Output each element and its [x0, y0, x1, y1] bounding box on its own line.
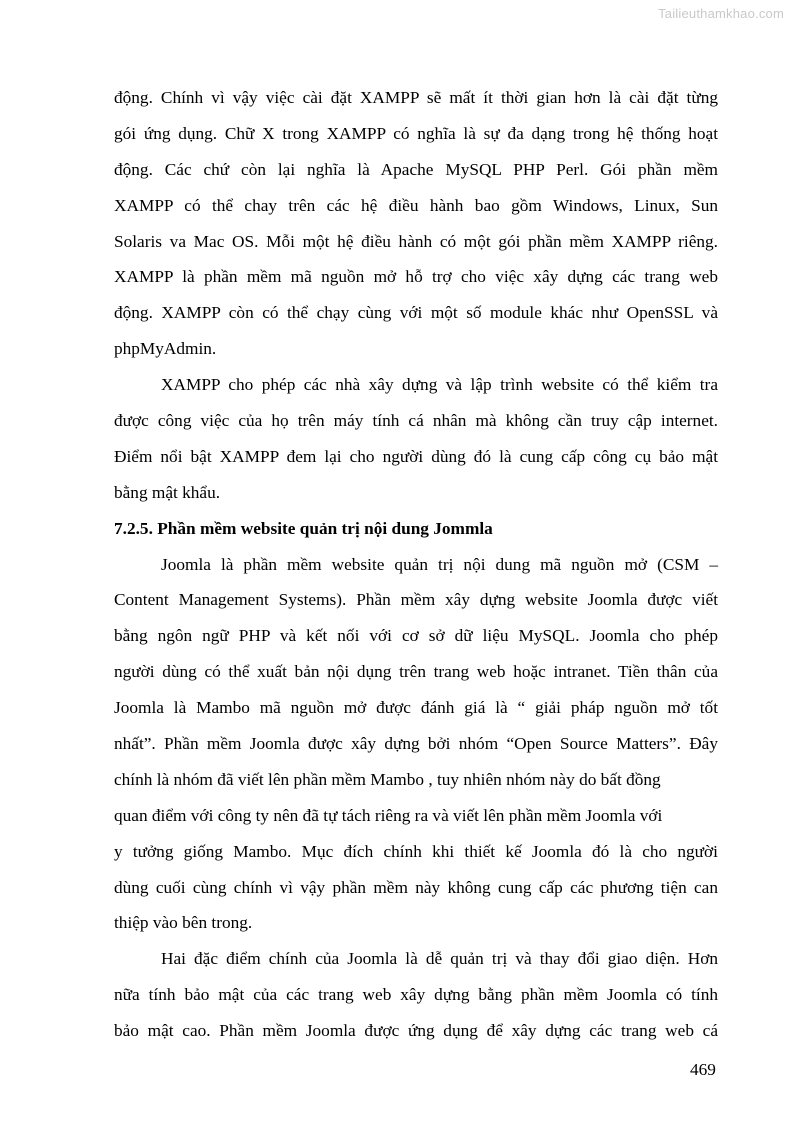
body-line: quan điểm với công ty nên đã tự tách riêng ra và viết lên phần mềm Joomla với: [114, 805, 663, 825]
body-line: dùng cuối cùng chính vì vậy phần mềm này không cung cấp các phương tiện can: [114, 877, 718, 897]
body-line: thiệp vào bên trong.: [114, 913, 253, 933]
section-heading: 7.2.5. Phần mềm website quản trị nội dung Jommla: [114, 518, 493, 538]
body-line: Điểm nổi bật XAMPP đem lại cho người dùng đó là cung cấp công cụ bảo mật: [114, 446, 718, 466]
body-line: chính là nhóm đã viết lên phần mềm Mambo , tuy nhiên nhóm này do bất đồng: [114, 769, 661, 789]
body-line: nhất”. Phần mềm Joomla được xây dựng bởi nhóm “Open Source Matters”. Đây: [114, 734, 718, 754]
body-line: động. Chính vì vậy việc cài đặt XAMPP sẽ mất ít thời gian hơn là cài đặt từng: [114, 88, 718, 107]
body-line: nữa tính bảo mật của các trang web xây dựng bằng phần mềm Joomla có tính: [114, 985, 718, 1005]
body-line: Solaris va Mac OS. Mỗi một hệ điều hành có một gói phần mềm XAMPP riêng.: [114, 231, 718, 251]
body-line: XAMPP cho phép các nhà xây dựng và lập trình website có thể kiểm tra: [161, 375, 718, 395]
body-line: bằng ngôn ngữ PHP và kết nối với cơ sở dữ liệu MySQL. Joomla cho phép: [114, 626, 718, 646]
body-line: Hai đặc điểm chính của Joomla là dễ quản trị và thay đổi giao diện. Hơn: [161, 949, 718, 969]
document-body: [114, 80, 718, 1049]
body-line: được công việc của họ trên máy tính cá nhân mà không cần truy cập internet.: [114, 411, 718, 431]
body-line: người dùng có thể xuất bản nội dụng trên trang web hoặc intranet. Tiền thân của: [114, 662, 718, 682]
body-line: XAMPP là phần mềm mã nguồn mở hỗ trợ cho việc xây dựng các trang web: [114, 267, 718, 287]
body-line: XAMPP có thể chay trên các hệ điều hành bao gồm Windows, Linux, Sun: [114, 195, 718, 215]
body-line: Content Management Systems). Phần mềm xây dựng website Joomla được viết: [114, 590, 718, 610]
page-number: 469: [690, 1060, 716, 1079]
body-line: bằng mật khẩu.: [114, 482, 221, 502]
body-line: phpMyAdmin.: [114, 339, 217, 359]
site-watermark: Tailieuthamkhao.com: [658, 6, 784, 21]
body-line: động. Các chứ còn lại nghĩa là Apache MySQL PHP Perl. Gói phần mềm: [114, 159, 718, 179]
body-line: Joomla là phần mềm website quản trị nội dung mã nguồn mở (CSM –: [161, 554, 718, 574]
body-line: bảo mật cao. Phần mềm Joomla được ứng dụng để xây dựng các trang web cá: [114, 1021, 718, 1041]
body-line: gói ứng dụng. Chữ X trong XAMPP có nghĩa là sự đa dạng trong hệ thống hoạt: [114, 123, 718, 143]
body-line: Joomla là Mambo mã nguồn mở được đánh giá là “ giải pháp nguồn mở tốt: [114, 698, 718, 718]
body-line: động. XAMPP còn có thể chạy cùng với một số module khác như OpenSSL và: [114, 303, 718, 323]
body-line: y tưởng giống Mambo. Mục đích chính khi thiết kế Joomla đó là cho người: [114, 841, 718, 861]
